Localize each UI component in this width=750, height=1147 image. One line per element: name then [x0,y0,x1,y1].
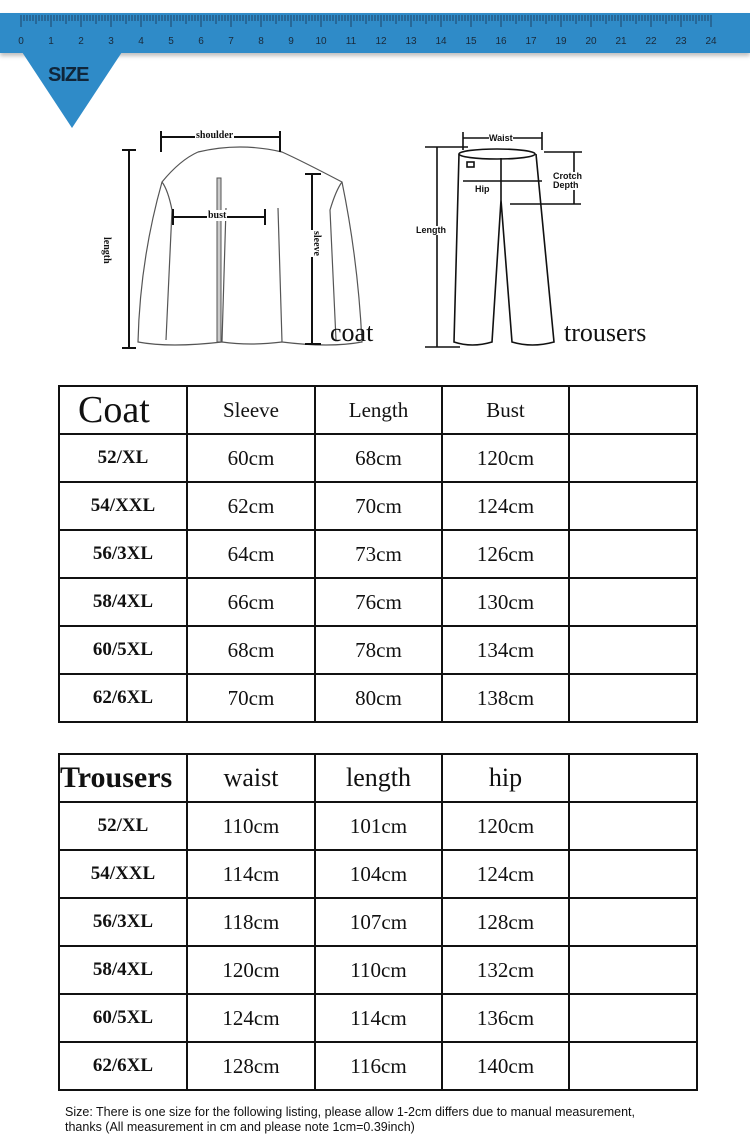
coat-caption: coat [330,318,374,347]
value-cell: 118cm [187,898,315,946]
value-cell: 138cm [442,674,569,722]
size-cell: 58/4XL [59,578,187,626]
size-cell: 62/6XL [59,674,187,722]
hip-label: Hip [475,184,490,194]
value-cell: 60cm [187,434,315,482]
ruler-label: 7 [228,36,234,47]
value-cell: 120cm [442,434,569,482]
value-cell: 114cm [315,994,442,1042]
value-cell: 116cm [315,1042,442,1090]
ruler-label: 4 [138,36,144,47]
column-header [569,754,697,802]
bust-label: bust [208,210,227,221]
ruler-label: 6 [198,36,204,47]
value-cell [569,674,697,722]
ruler-label: 0 [18,36,24,47]
ruler-label: 11 [345,36,357,47]
value-cell [569,578,697,626]
value-cell: 110cm [187,802,315,850]
ruler-label: 14 [435,36,447,47]
ruler-label: 8 [258,36,264,47]
value-cell [569,898,697,946]
value-cell: 76cm [315,578,442,626]
table-row [59,530,697,578]
measurement-note [65,1105,745,1135]
table-row [59,994,697,1042]
column-header: length [315,754,442,802]
value-cell: 78cm [315,626,442,674]
size-cell: 52/XL [59,434,187,482]
value-cell: 114cm [187,850,315,898]
value-cell: 140cm [442,1042,569,1090]
column-header: hip [442,754,569,802]
ruler-banner [0,13,750,53]
value-cell: 62cm [187,482,315,530]
value-cell [569,530,697,578]
table-row [59,898,697,946]
value-cell: 120cm [187,946,315,994]
value-cell: 128cm [187,1042,315,1090]
ruler-label: 12 [375,36,387,47]
value-cell [569,482,697,530]
value-cell: 68cm [315,434,442,482]
value-cell [569,850,697,898]
ruler-label: 1 [48,36,54,47]
measurement-note-line: Size: There is one size for the following listing, please allow 1-2cm differs due to manual measurement, [65,1105,635,1119]
value-cell: 120cm [442,802,569,850]
table-row [59,626,697,674]
size-cell: 62/6XL [59,1042,187,1090]
value-cell: 134cm [442,626,569,674]
value-cell: 73cm [315,530,442,578]
value-cell: 104cm [315,850,442,898]
size-cell: 58/4XL [59,946,187,994]
ruler-label: 10 [315,36,327,47]
ruler-label: 22 [645,36,657,47]
table-row [59,578,697,626]
value-cell [569,1042,697,1090]
ruler-label: 17 [525,36,537,47]
ruler-label: 19 [555,36,567,47]
trousers-size-table [58,753,698,1091]
value-cell: 124cm [442,850,569,898]
value-cell: 136cm [442,994,569,1042]
value-cell: 132cm [442,946,569,994]
value-cell: 101cm [315,802,442,850]
table-row [59,946,697,994]
table-row [59,674,697,722]
column-header: Sleeve [187,386,315,434]
value-cell: 70cm [315,482,442,530]
value-cell: 70cm [187,674,315,722]
ruler-label: 16 [495,36,507,47]
size-cell: 56/3XL [59,898,187,946]
column-header [569,386,697,434]
table-row [59,434,697,482]
table-row [59,802,697,850]
value-cell [569,434,697,482]
table-title: Trousers [59,754,187,802]
value-cell [569,946,697,994]
value-cell: 124cm [442,482,569,530]
column-header: waist [187,754,315,802]
size-cell: 54/XXL [59,482,187,530]
value-cell: 124cm [187,994,315,1042]
value-cell: 107cm [315,898,442,946]
waist-label: Waist [489,133,513,143]
column-header: Bust [442,386,569,434]
size-badge-label: SIZE [48,64,89,86]
trousers-length-label: Length [416,225,446,235]
column-header: Length [315,386,442,434]
crotch-label: Crotch [553,171,582,181]
value-cell [569,994,697,1042]
value-cell: 130cm [442,578,569,626]
ruler-label: 23 [675,36,687,47]
trousers-caption: trousers [564,318,647,347]
size-cell: 54/XXL [59,850,187,898]
sleeve-label: sleeve [311,231,322,256]
value-cell: 80cm [315,674,442,722]
shoulder-label: shoulder [196,130,234,141]
value-cell: 68cm [187,626,315,674]
value-cell: 66cm [187,578,315,626]
value-cell: 128cm [442,898,569,946]
size-cell: 60/5XL [59,626,187,674]
coat-size-table [58,385,698,723]
ruler-label: 9 [288,36,294,47]
table-header-row [59,386,697,434]
value-cell: 110cm [315,946,442,994]
table-row [59,850,697,898]
value-cell: 126cm [442,530,569,578]
size-cell: 60/5XL [59,994,187,1042]
table-row [59,482,697,530]
length-label: length [101,237,112,264]
table-row [59,1042,697,1090]
ruler-label: 5 [168,36,174,47]
ruler-label: 21 [615,36,627,47]
size-cell: 52/XL [59,802,187,850]
table-title: Coat [59,386,187,434]
ruler-label: 15 [465,36,477,47]
value-cell [569,802,697,850]
ruler-label: 13 [405,36,417,47]
ruler-ticks [0,13,750,53]
value-cell: 64cm [187,530,315,578]
ruler-label: 2 [78,36,84,47]
ruler-label: 20 [585,36,597,47]
depth-label: Depth [553,180,579,190]
measurement-note-line: thanks (All measurement in cm and please note 1cm=0.39inch) [65,1120,415,1134]
ruler-label: 3 [108,36,114,47]
value-cell [569,626,697,674]
table-header-row [59,754,697,802]
size-cell: 56/3XL [59,530,187,578]
ruler-label: 24 [705,36,717,47]
